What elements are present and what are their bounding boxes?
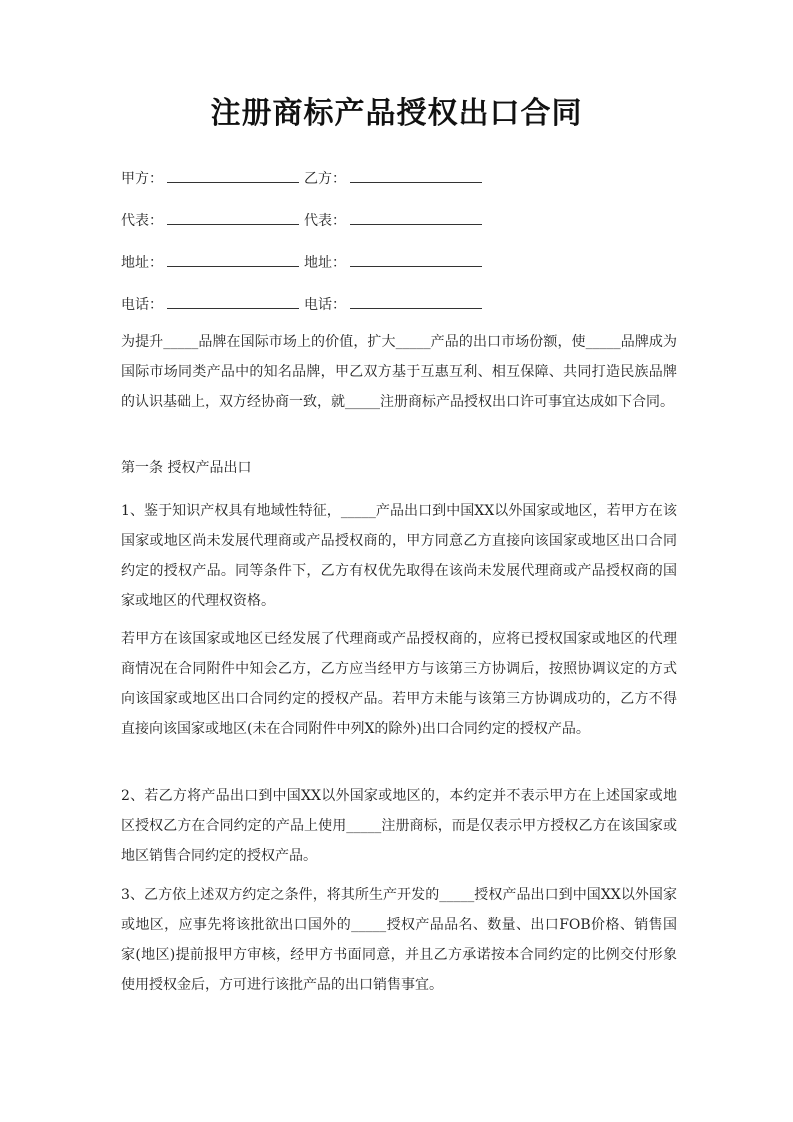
party-b-phone-blank [350, 294, 482, 309]
party-b-address-label: 地址： [304, 255, 346, 271]
clause-2-paragraph: 2、若乙方将产品出口到中国XX以外国家或地区的，本约定并不表示甲方在上述国家或地区授权乙方在合同约定的产品上使用_____注册商标，而是仅表示甲方授权乙方在该国家或地区销售合同约定的授权产品。 [121, 788, 677, 864]
party-b-address-blank [350, 252, 482, 267]
party-a-label: 甲方： [121, 171, 163, 187]
intro-paragraph: 为提升_____品牌在国际市场上的价值，扩大_____产品的出口市场份额，使_____品牌成为国际市场同类产品中的知名品牌，甲乙双方基于互惠互利、相互保障、共同打造民族品牌的认识基础上，双方经协商一致，就_____注册商标产品授权出口许可事宜达成如下合同。 [121, 334, 677, 410]
party-a-blank [167, 168, 299, 183]
party-b-blank [350, 168, 482, 183]
party-a-address-label: 地址： [121, 255, 163, 271]
article-1-heading: 第一条 授权产品出口 [121, 460, 252, 476]
party-row-address [121, 252, 346, 273]
party-row-party [121, 168, 346, 189]
party-b-representative-label: 代表： [304, 213, 346, 229]
party-b-address-cell [304, 252, 482, 273]
party-b-phone-label: 电话： [304, 297, 346, 313]
party-row-representative [121, 210, 346, 231]
clause-3-paragraph: 3、乙方依上述双方约定之条件，将其所生产开发的_____授权产品出口到中国XX以外国家或地区，应事先将该批欲出口国外的_____授权产品品名、数量、出口FOB价格、销售国家(地区)提前报甲方审核，经甲方书面同意，并且乙方承诺按本合同约定的比例交付形象使用授权金后，方可进行该批产品的出口销售事宜。 [121, 887, 677, 993]
party-a-representative-label: 代表： [121, 213, 163, 229]
party-a-address-blank [167, 252, 299, 267]
party-b-label: 乙方： [304, 171, 346, 187]
clause-1-paragraph: 1、鉴于知识产权具有地域性特征，_____产品出口到中国XX以外国家或地区，若甲方在该国家或地区尚未发展代理商或产品授权商的，甲方同意乙方直接向该国家或地区出口合同约定的授权产品。同等条件下，乙方有权优先取得在该尚未发展代理商或产品授权商的国家或地区的代理权资格。 [121, 503, 677, 609]
party-a-phone-blank [167, 294, 299, 309]
party-b-representative-blank [350, 210, 482, 225]
party-b-representative-cell [304, 210, 482, 231]
party-a-representative-blank [167, 210, 299, 225]
clause-1-continuation-paragraph: 若甲方在该国家或地区已经发展了代理商或产品授权商的，应将已授权国家或地区的代理商情况在合同附件中知会乙方，乙方应当经甲方与该第三方协调后，按照协调议定的方式向该国家或地区出口合同约定的授权产品。若甲方未能与该第三方协调成功的，乙方不得直接向该国家或地区(未在合同附件中列X的除外)出口合同约定的授权产品。 [121, 631, 677, 737]
party-b-cell [304, 168, 482, 189]
party-row-phone [121, 294, 346, 315]
party-b-phone-cell [304, 294, 482, 315]
party-a-phone-label: 电话： [121, 297, 163, 313]
document-title: 注册商标产品授权出口合同 [210, 96, 583, 131]
